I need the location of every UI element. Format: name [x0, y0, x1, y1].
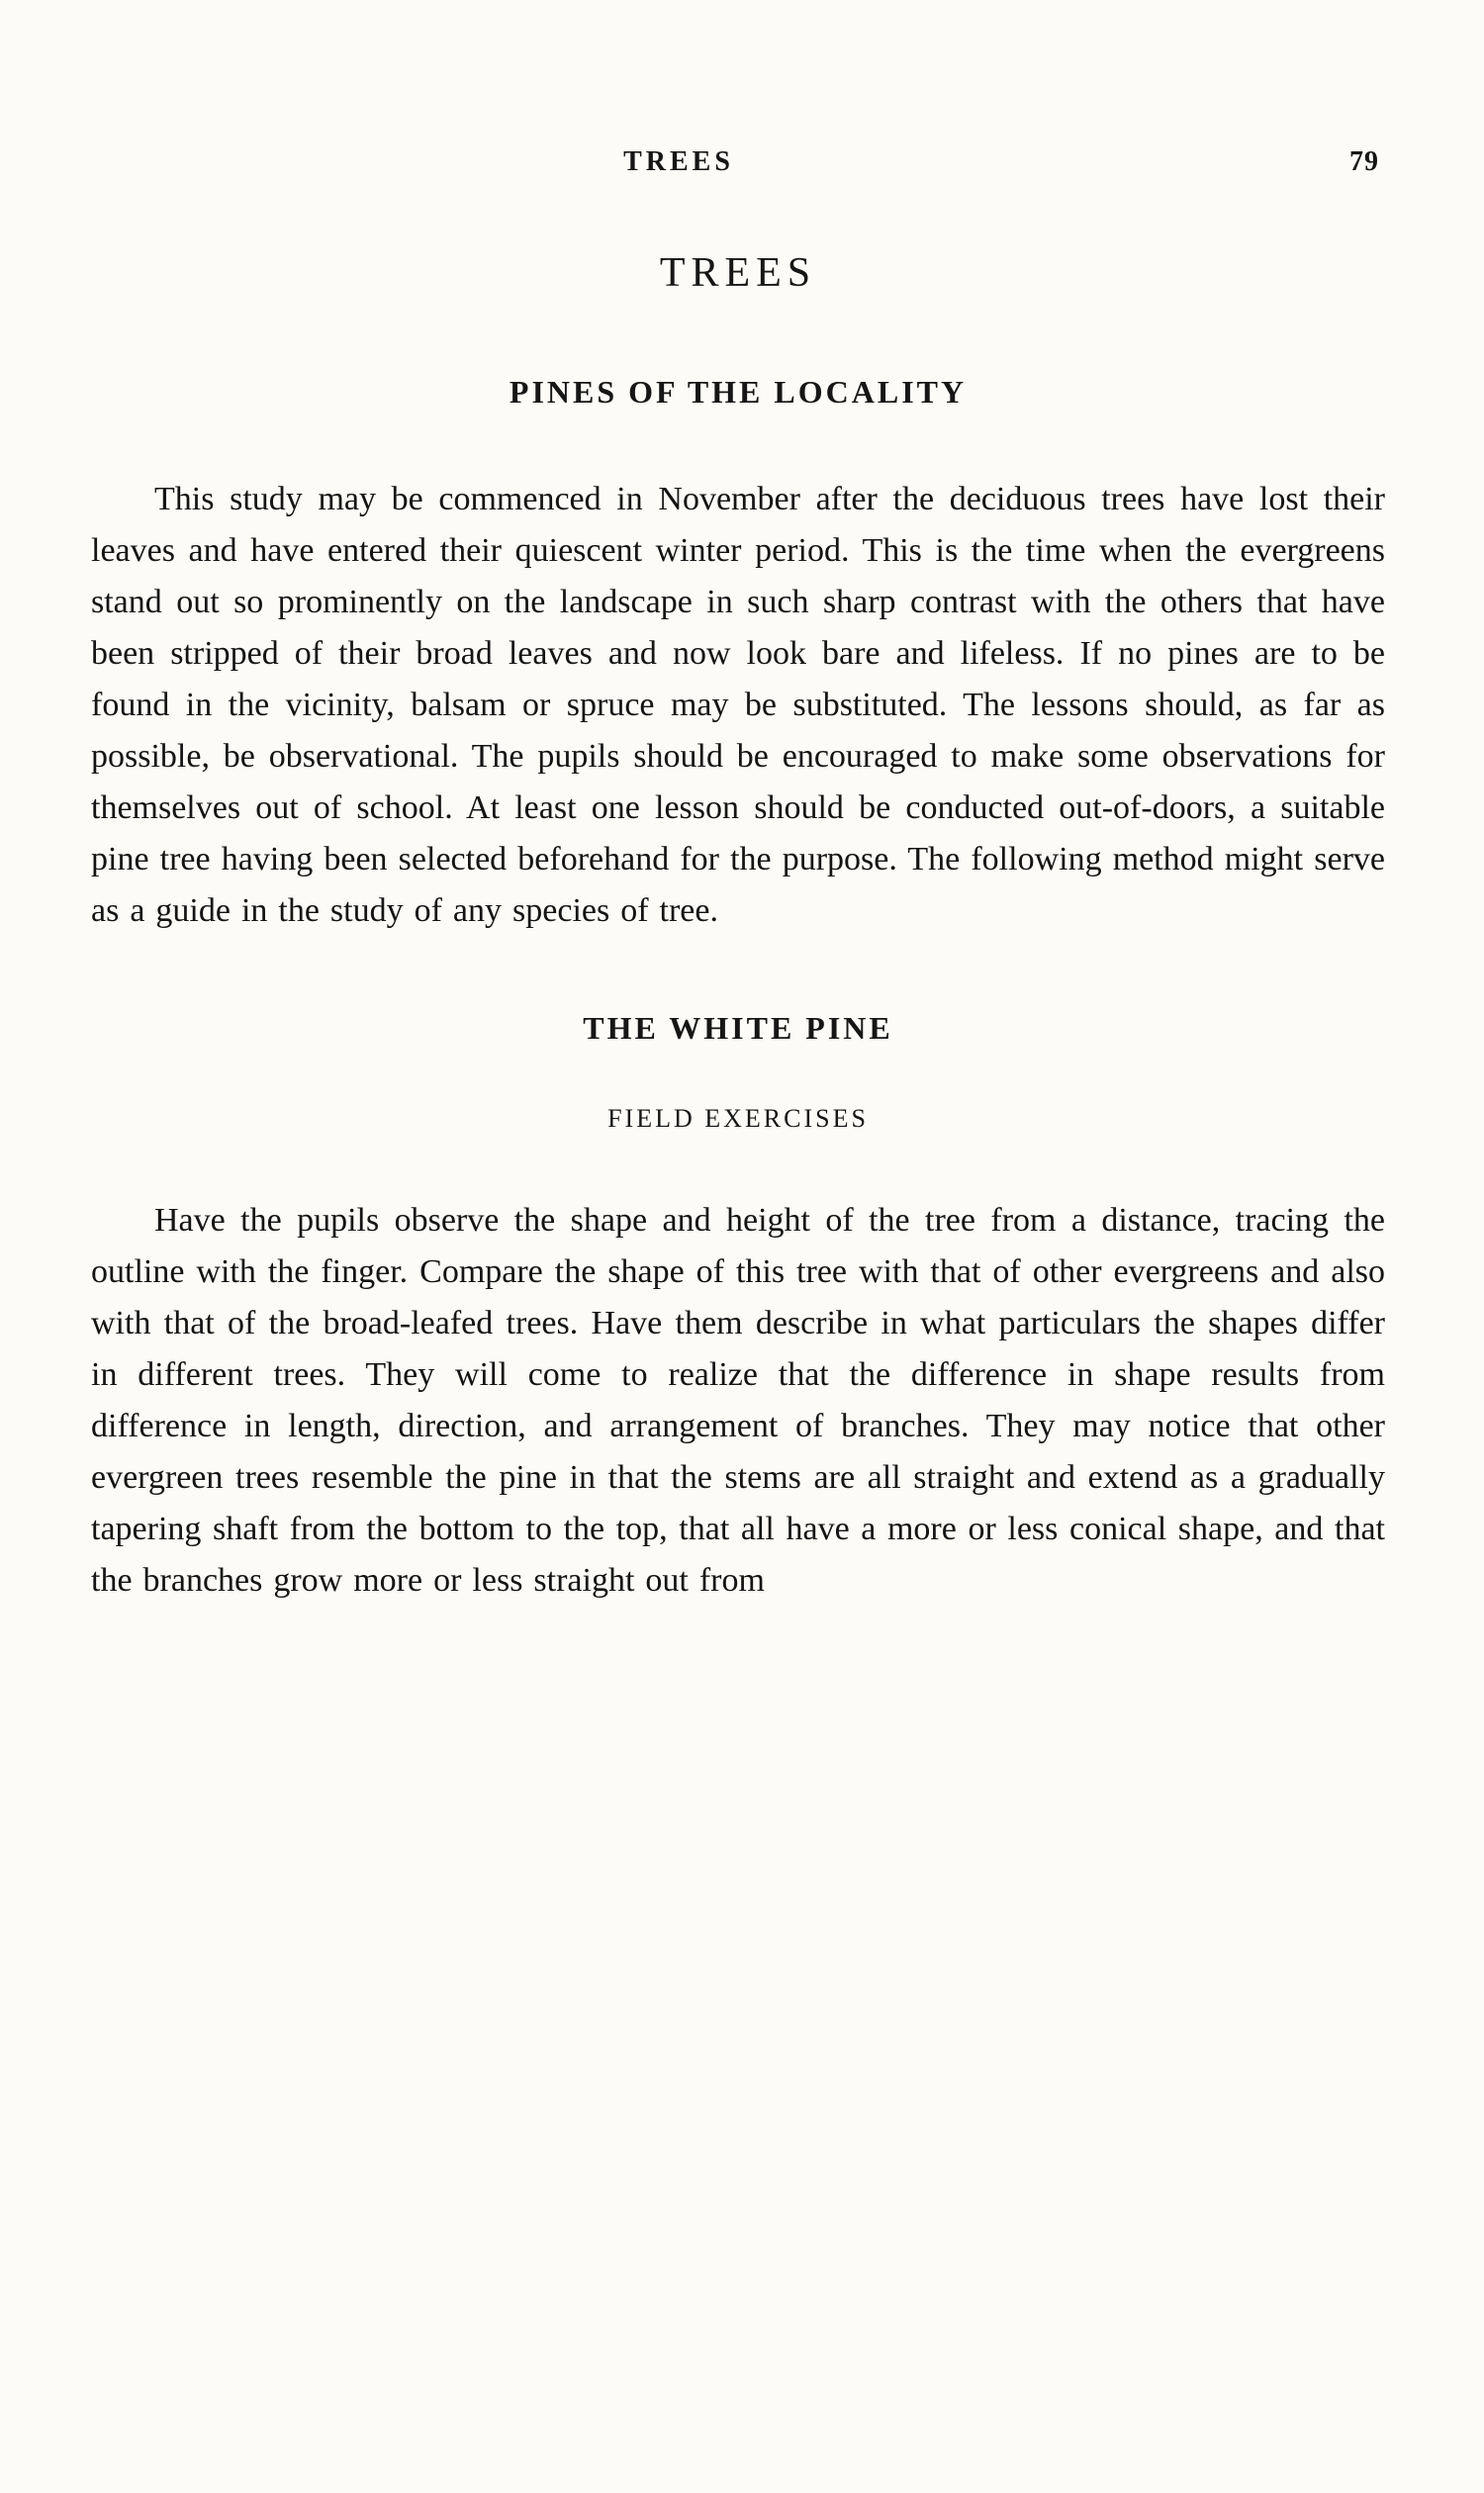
- subheading-field-exercises: FIELD EXERCISES: [607, 1104, 869, 1133]
- paragraph-pines-of-the-locality: This study may be commenced in November after the deciduous trees have lost their leaves and have entered their quiescent winter period. This is the time when the evergreens stand out so prominently on the landscape in such sharp contrast with the others that have been stripped of their broad leaves and now look bare and lifeless. If no pines are to be found in the vicinity, balsam or spruce may be substituted. The lessons should, as far as possible, be observational. The pupils should be encouraged to make some observations for themselves out of school. At least one lesson should be conducted out-of-doors, a suitable pine tree having been selected beforehand for the purpose. The following method might serve as a guide in the study of any species of tree.: [91, 481, 1385, 929]
- section-heading-the-white-pine: THE WHITE PINE: [583, 1010, 893, 1046]
- page-number: 79: [1349, 146, 1379, 177]
- section-heading-pines-of-the-locality: PINES OF THE LOCALITY: [509, 374, 968, 410]
- chapter-title: TREES: [659, 250, 817, 296]
- running-header: [91, 146, 1385, 186]
- paragraph-field-exercises: Have the pupils observe the shape and height of the tree from a distance, tracing the outline with the finger. Compare the shape of this tree with that of other evergreens and also with that of the broad-leafed trees. Have them describe in what particulars the shapes differ in different trees. They will come to realize that the difference in shape results from difference in length, direction, and arrangement of branches. They may notice that other evergreen trees resemble the pine in that the stems are all straight and extend as a gradually tapering shaft from the bottom to the top, that all have a more or less conical shape, and that the branches grow more or less straight out from: [91, 1202, 1385, 1599]
- running-header-title: TREES: [623, 146, 734, 177]
